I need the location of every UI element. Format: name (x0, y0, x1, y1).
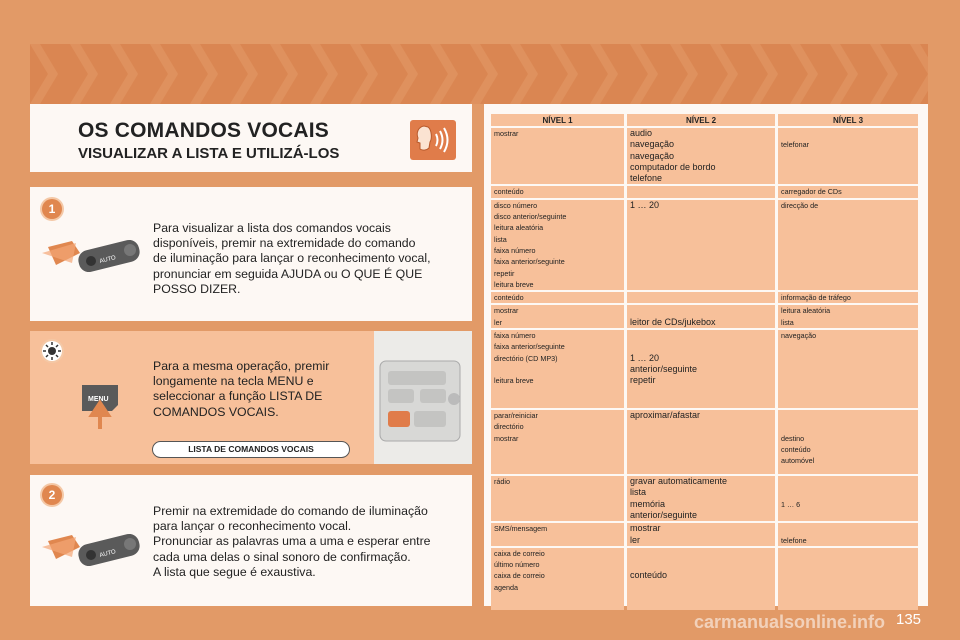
table-cell: mostrar (491, 128, 624, 184)
voice-commands-table (488, 112, 921, 612)
table-cell: rádio (491, 476, 624, 521)
table-header-row (491, 114, 918, 126)
table-row (491, 200, 918, 290)
table-cell: aproximar/afastar (627, 410, 775, 474)
header-level-1: NÍVEL 1 (491, 114, 624, 126)
table-row (491, 410, 918, 474)
table-cell: gravar automaticamente lista memória anterior/seguinte (627, 476, 775, 521)
step-1-text: Para visualizar a lista dos comandos vocais disponíveis, premir na extremidade do comando de iluminação para lançar o reconhecimento vocal, pronunciar em seguida AJUDA ou O QUE É QUE POSSO DIZER. (153, 221, 431, 296)
voice-commands-list-button[interactable]: LISTA DE COMANDOS VOCAIS (152, 441, 350, 458)
page-subtitle: VISUALIZAR A LISTA E UTILIZÁ-LOS (78, 145, 340, 162)
lighting-stalk-illustration-2 (42, 515, 152, 582)
table-cell: leitura aleatória lista (778, 305, 918, 328)
table-cell: conteúdo (491, 186, 624, 197)
header-level-3: NÍVEL 3 (778, 114, 918, 126)
stalk-auto-label: AUTO (99, 255, 117, 265)
table-cell: 1 … 20 (627, 200, 775, 290)
menu-key-illustration (78, 379, 122, 436)
table-cell: mostrar ler (627, 523, 775, 546)
table-cell: 1 … 6 (778, 476, 918, 521)
table-cell: parar/reiniciar directório mostrar (491, 410, 624, 474)
table-cell: leitor de CDs/jukebox (627, 305, 775, 328)
title-panel (30, 104, 472, 172)
table-row (491, 305, 918, 328)
stalk-auto-label-2: AUTO (99, 549, 117, 559)
page-number: 135 (896, 611, 922, 628)
table-cell: direcção de (778, 200, 918, 290)
table-cell: conteúdo (627, 548, 775, 610)
table-cell: SMS/mensagem (491, 523, 624, 546)
table-cell: mostrar ler (491, 305, 624, 328)
voice-command-icon (410, 120, 456, 160)
table-row (491, 292, 918, 303)
step-2-badge: 2 (42, 485, 62, 505)
table-cell: destino conteúdo automóvel (778, 410, 918, 474)
table-cell: navegação (778, 330, 918, 408)
table-cell (778, 548, 918, 610)
table-cell: telefonar (778, 128, 918, 184)
table-row (491, 476, 918, 521)
table-row (491, 128, 918, 184)
table-cell (627, 186, 775, 197)
menu-key-label: MENU (88, 396, 109, 403)
table-cell: conteúdo (491, 292, 624, 303)
step-1-panel (30, 187, 472, 321)
table-cell: faixa número faixa anterior/seguinte directório (CD MP3) leitura breve (491, 330, 624, 408)
table-row (491, 523, 918, 546)
radio-panel-illustration (374, 331, 472, 464)
table-cell: telefone (778, 523, 918, 546)
table-cell: caixa de correio último número caixa de correio agenda (491, 548, 624, 610)
table-cell: carregador de CDs (778, 186, 918, 197)
header-banner (30, 44, 928, 104)
step-2-panel (30, 475, 472, 606)
alternative-step-panel (30, 331, 472, 464)
step-2-text: Premir na extremidade do comando de iluminação para lançar o reconhecimento vocal. Pronunciar as palavras uma a uma e esperar entre cada uma delas o sinal sonoro de confirmação. A lista que segue é exaustiva. (153, 504, 431, 579)
lighting-stalk-illustration (42, 221, 152, 288)
page-title: OS COMANDOS VOCAIS (78, 119, 329, 142)
voice-commands-table-panel (484, 104, 928, 606)
table-cell: disco número disco anterior/seguinte leitura aleatória lista faixa número faixa anterior/seguinte repetir leitura breve (491, 200, 624, 290)
table-cell: 1 … 20 anterior/seguinte repetir (627, 330, 775, 408)
header-level-2: NÍVEL 2 (627, 114, 775, 126)
table-row (491, 548, 918, 610)
table-row (491, 186, 918, 197)
step-1-badge: 1 (42, 199, 62, 219)
table-row (491, 330, 918, 408)
table-cell (627, 292, 775, 303)
table-cell: informação de tráfego (778, 292, 918, 303)
alternative-step-text: Para a mesma operação, premir longamente na tecla MENU e seleccionar a função LISTA DE COMANDOS VOCAIS. (153, 359, 330, 419)
table-cell: audio navegação navegação computador de bordo telefone (627, 128, 775, 184)
watermark: carmanualsonline.info (694, 612, 886, 632)
sun-icon (42, 341, 62, 361)
